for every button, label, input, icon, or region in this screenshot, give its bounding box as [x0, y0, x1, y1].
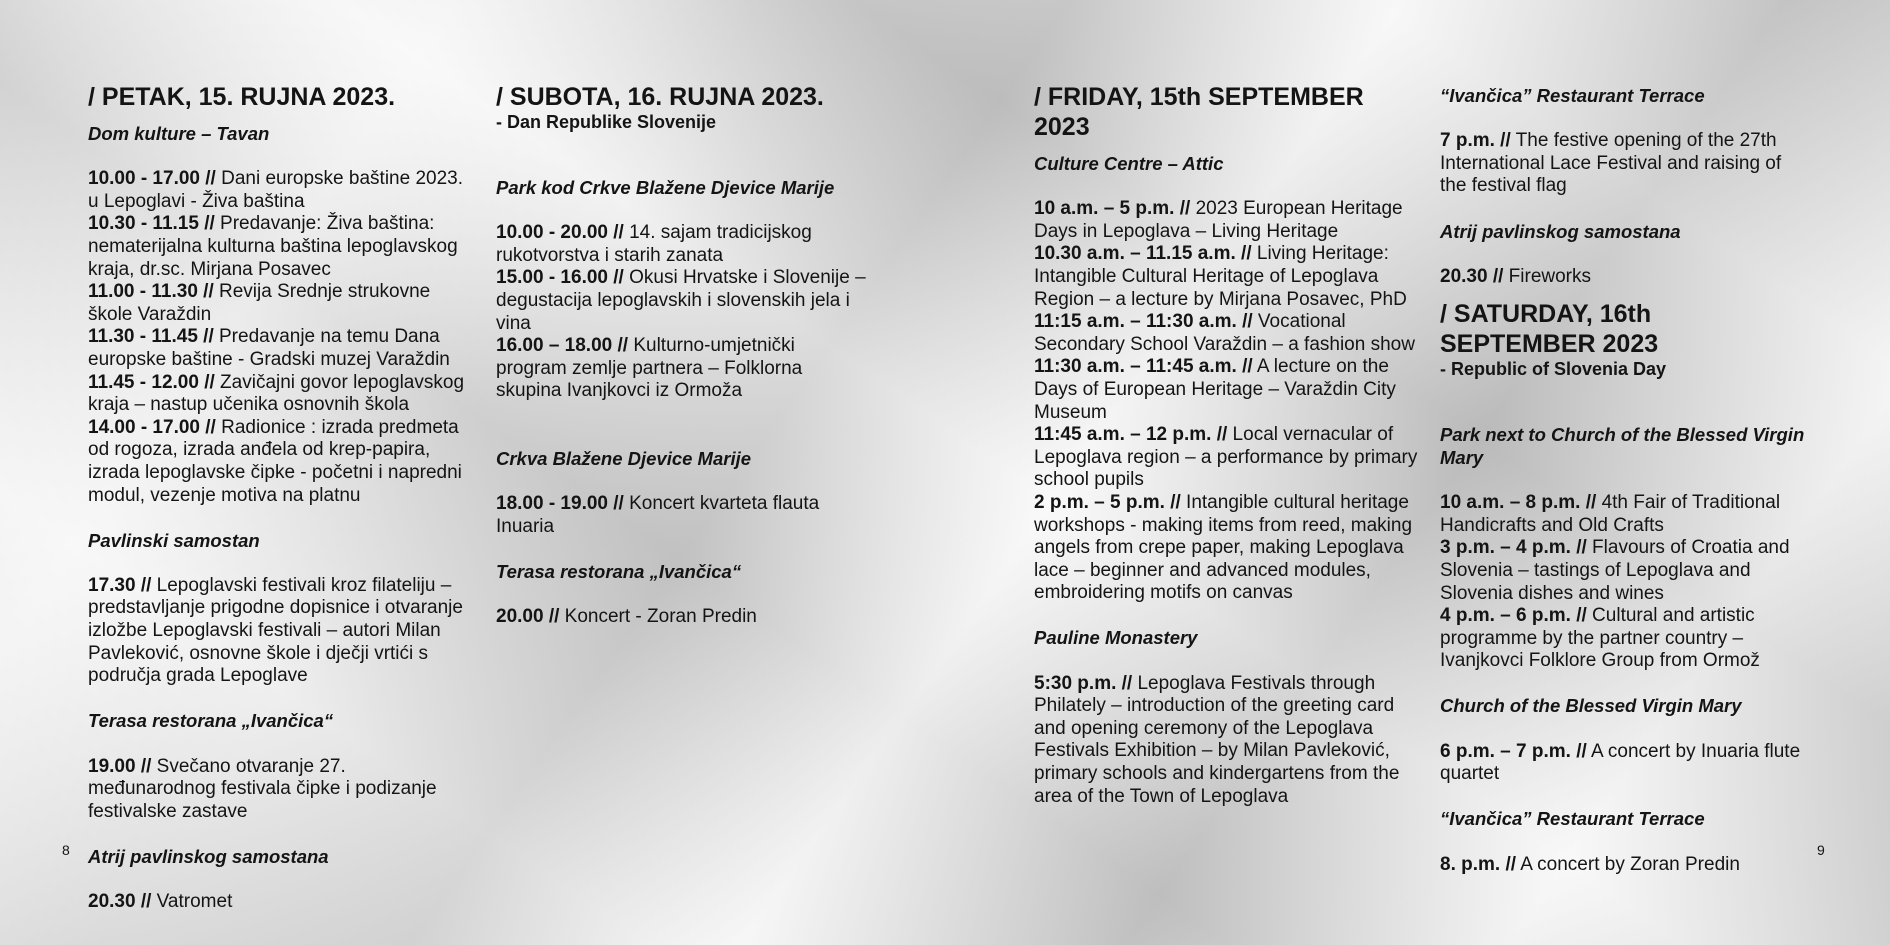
event-text: Svečano otvaranje 27. međunarodnog festivala čipke i podizanje festivalske zastave	[88, 755, 437, 822]
column-saturday-hr	[496, 82, 868, 629]
event-time: 11:45 a.m. – 12 p.m. //	[1034, 424, 1228, 446]
event-time: 18.00 - 19.00 //	[496, 493, 624, 515]
day-subtitle: - Dan Republike Slovenije	[496, 112, 717, 132]
event-text: The festive opening of the 27th International Lace Festival and raising of the festival flag	[1440, 130, 1782, 197]
event-entry	[1034, 673, 1426, 809]
event-entry	[88, 575, 478, 688]
event-time: 20.30 //	[88, 891, 152, 913]
event-text: Cultural and artistic programme by the partner country – Ivanjkovci Folklore Group from Ormož	[1440, 605, 1760, 672]
event-time: 6 p.m. – 7 p.m. //	[1440, 740, 1587, 762]
event-entry	[1034, 311, 1426, 356]
venue-heading: Pauline Monastery	[1034, 627, 1198, 649]
event-text: A concert by Zoran Predin	[1516, 853, 1740, 875]
event-text: A concert by Inuaria flute quartet	[1440, 740, 1801, 785]
event-entry	[1034, 424, 1426, 492]
event-entry	[1440, 266, 1812, 289]
event-text: Zavičajni govor lepoglavskog kraja – nastup učenika osnovnih škola	[88, 371, 465, 416]
event-text: Predavanje na temu Dana europske baštine - Gradski muzej Varaždin	[88, 326, 450, 370]
event-text: Revija Srednje strukovne škole Varaždin	[88, 281, 431, 325]
event-entry	[88, 372, 478, 417]
event-text: 4th Fair of Traditional Handicrafts and Old Crafts	[1440, 492, 1781, 536]
event-entry	[1440, 741, 1812, 786]
event-entry	[496, 493, 868, 538]
venue-heading: Atrij pavlinskog samostana	[1440, 220, 1681, 242]
event-text: Fireworks	[1503, 265, 1592, 287]
venue-heading: Atrij pavlinskog samostana	[88, 846, 329, 867]
venue-heading: “Ivančica” Restaurant Terrace	[1440, 85, 1705, 106]
event-text: Lepoglava Festivals through Philately – introduction of the greeting card and opening ceremony of the Lepoglava Festivals Exhibition – by Milan Pavleković, primary schools and kindergartens from the area of the Town of Lepoglava	[1034, 672, 1400, 807]
event-text: Predavanje: Živa baština: nematerijalna kulturna baština lepoglavskog kraja, dr.sc. Mirjana Posavec	[88, 213, 458, 280]
event-entry	[88, 281, 478, 326]
event-time: 10.00 - 20.00 //	[496, 222, 624, 244]
event-entry	[1440, 130, 1812, 198]
event-text: Vocational Secondary School Varaždin – a fashion show	[1034, 311, 1415, 355]
column-saturday-en	[1440, 85, 1812, 876]
event-time: 10 a.m. – 8 p.m. //	[1440, 492, 1597, 514]
event-time: 10.00 - 17.00 //	[88, 168, 216, 190]
event-text: Koncert - Zoran Predin	[559, 606, 757, 628]
event-entry	[1440, 492, 1812, 537]
event-entry	[88, 168, 478, 213]
event-text: Living Heritage: Intangible Cultural Heritage of Lepoglava Region – a lecture by Mirjana Posavec, PhD	[1034, 243, 1407, 310]
event-time: 11.45 - 12.00 //	[88, 371, 215, 393]
event-text: Intangible cultural heritage workshops - making items from reed, making angels from crepe paper, making Lepoglava lace – beginner and advanced modules, embroidering motifs on canvas	[1034, 491, 1413, 604]
event-text: Radionice : izrada predmeta od rogoza, izrada anđela od krep-papira, izrada lepoglavske čipke - početni i napredni modul, vezenje motiva na platnu	[88, 416, 462, 506]
event-time: 20.00 //	[496, 606, 560, 628]
event-text: Kulturno-umjetnički program zemlje partnera – Folklorna skupina Ivanjkovci iz Ormoža	[496, 335, 803, 402]
event-entry	[1034, 356, 1426, 424]
event-time: 20.30 //	[1440, 265, 1504, 287]
venue-heading: Culture Centre – Attic	[1034, 153, 1224, 174]
venue-heading: Park next to Church of the Blessed Virgin Mary	[1440, 424, 1805, 468]
day-title: / SUBOTA, 16. RUJNA 2023.	[496, 83, 824, 111]
venue-heading: Crkva Blažene Djevice Marije	[496, 447, 752, 469]
event-text: 2023 European Heritage Days in Lepoglava – Living Heritage	[1034, 198, 1403, 242]
venue-heading: Pavlinski samostan	[88, 529, 260, 551]
venue-heading: Terasa restorana „Ivančica“	[88, 710, 334, 732]
event-text: Flavours of Croatia and Slovenia – tastings of Lepoglava and Slovenia dishes and wines	[1440, 537, 1790, 604]
page-number-right: 9	[1817, 842, 1825, 858]
event-text: A lecture on the Days of European Heritage – Varaždin City Museum	[1034, 356, 1396, 423]
column-friday-hr	[88, 82, 478, 914]
event-entry	[496, 606, 868, 629]
event-entry	[496, 222, 868, 267]
event-text: Okusi Hrvatske i Slovenije – degustacija lepoglavskih i slovenskih jela i vina	[496, 267, 866, 334]
event-text: 14. sajam tradicijskog rukotvorstva i starih zanata	[496, 222, 812, 266]
page-number-left: 8	[62, 842, 70, 858]
day-title: / SATURDAY, 16th SEPTEMBER 2023	[1440, 300, 1659, 359]
event-entry	[1034, 492, 1426, 605]
venue-heading: Park kod Crkve Blažene Djevice Marije	[496, 177, 835, 198]
column-friday-en	[1034, 82, 1426, 808]
day-subtitle: - Republic of Slovenia Day	[1440, 359, 1667, 380]
venue-heading: Terasa restorana „Ivančica“	[496, 560, 742, 582]
event-time: 7 p.m. //	[1440, 130, 1511, 152]
event-time: 11:30 a.m. – 11:45 a.m. //	[1034, 356, 1253, 378]
event-time: 11:15 a.m. – 11:30 a.m. //	[1034, 311, 1253, 333]
event-entry	[88, 756, 478, 824]
event-text: Koncert kvarteta flauta Inuaria	[496, 493, 820, 537]
event-time: 11.00 - 11.30 //	[88, 281, 214, 303]
event-entry	[1034, 243, 1426, 311]
day-title: / FRIDAY, 15th SEPTEMBER 2023	[1034, 83, 1364, 141]
event-entry	[1034, 198, 1426, 243]
event-time: 2 p.m. – 5 p.m. //	[1034, 491, 1181, 513]
event-entry	[1440, 605, 1812, 673]
event-entry	[496, 267, 868, 335]
event-time: 10.30 - 11.15 //	[88, 213, 215, 235]
event-text: Local vernacular of Lepoglava region – a performance by primary school pupils	[1034, 424, 1418, 491]
event-time: 15.00 - 16.00 //	[496, 267, 624, 289]
event-time: 10 a.m. – 5 p.m. //	[1034, 198, 1191, 220]
event-entry	[88, 891, 478, 914]
event-time: 16.00 – 18.00 //	[496, 335, 629, 357]
event-text: Vatromet	[151, 891, 233, 913]
event-time: 11.30 - 11.45 //	[88, 326, 214, 348]
event-entry	[88, 213, 478, 281]
venue-heading: Dom kulture – Tavan	[88, 123, 270, 144]
event-time: 8. p.m. //	[1440, 853, 1517, 875]
event-time: 3 p.m. – 4 p.m. //	[1440, 537, 1587, 559]
event-time: 10.30 a.m. – 11.15 a.m. //	[1034, 243, 1252, 265]
event-time: 4 p.m. – 6 p.m. //	[1440, 605, 1587, 627]
event-text: Dani europske baštine 2023. u Lepoglavi - Živa baština	[88, 168, 463, 212]
day-title: / PETAK, 15. RUJNA 2023.	[88, 83, 396, 111]
venue-heading: “Ivančica” Restaurant Terrace	[1440, 808, 1705, 830]
event-text: Lepoglavski festivali kroz filateliju – predstavljanje prigodne dopisnice i otvaranje izložbe Lepoglavski festivali – autori Milan Pavleković, osnovne škole i dječji vrtići s područja grada Lepoglave	[88, 574, 463, 687]
event-entry	[88, 417, 478, 507]
event-entry	[1440, 537, 1812, 605]
event-time: 19.00 //	[88, 755, 152, 777]
venue-heading: Church of the Blessed Virgin Mary	[1440, 695, 1742, 717]
event-entry	[496, 335, 868, 403]
event-time: 17.30 //	[88, 574, 152, 596]
event-entry	[1440, 854, 1812, 877]
event-entry	[88, 326, 478, 371]
event-time: 14.00 - 17.00 //	[88, 416, 216, 438]
event-time: 5:30 p.m. //	[1034, 672, 1133, 694]
